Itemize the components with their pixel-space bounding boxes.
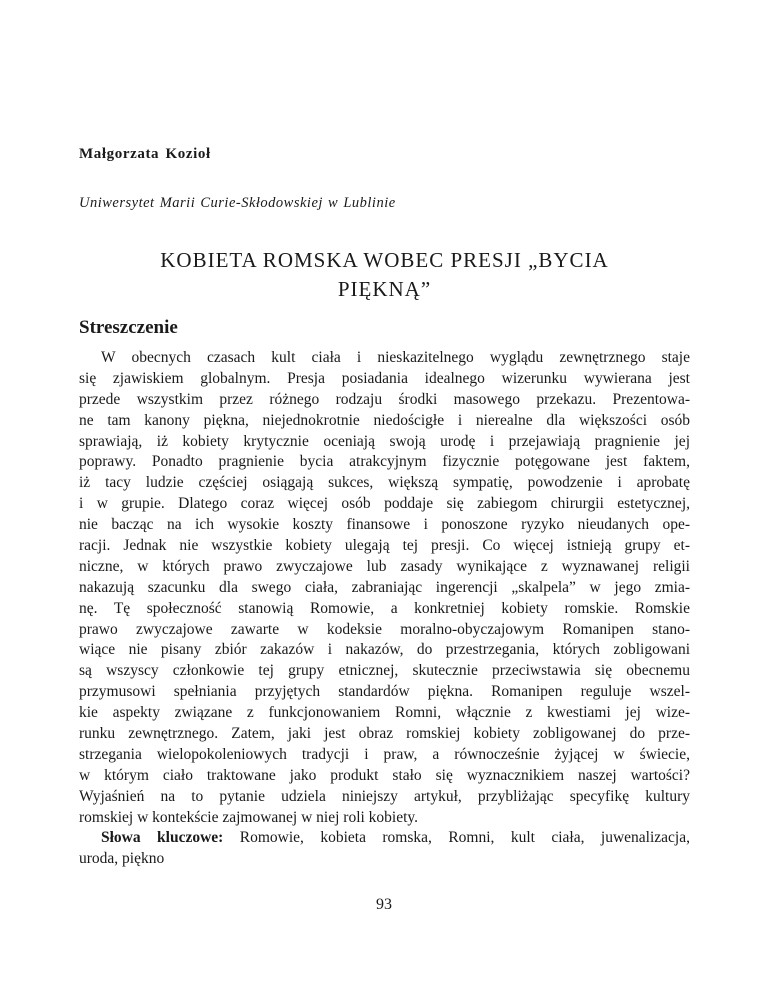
keywords-line: [79, 828, 690, 849]
abstract-body: [79, 348, 690, 870]
abstract-line: poprawy. Ponadto pragnienie bycia atrakcyjnym fizycznie potęgowane jest faktem,: [79, 453, 690, 471]
keywords-line-continued: uroda, piękno: [79, 850, 165, 868]
abstract-line: nę. Tę społeczność stanowią Romowie, a konkretniej kobiety romskie. Romskie: [79, 599, 690, 617]
abstract-line: iż tacy ludzie częściej osiągają sukces, większą sympatię, powodzenie i aprobatę: [79, 474, 690, 492]
abstract-line: są wszyscy członkowie tej grupy etnicznej, skutecznie przeciwstawia się obecnemu: [79, 662, 690, 680]
page-number: 93: [376, 896, 392, 913]
article-title: [79, 246, 690, 304]
abstract-line: przymusowi spełniania przyjętych standardów piękna. Romanipen reguluje wszel-: [79, 683, 690, 701]
author-name: Małgorzata Kozioł: [79, 146, 211, 162]
abstract-line: ne tam kanony piękna, niejednokrotnie niedościgłe i nierealne dla większości osób: [79, 411, 690, 429]
keywords-list: Romowie, kobieta romska, Romni, kult ciała, juwenalizacja,: [223, 829, 690, 847]
abstract-line: przede wszystkim przez różnego rodzaju środki masowego przekazu. Prezentowa-: [79, 390, 690, 408]
abstract-line: kie aspekty związane z funkcjonowaniem Romni, włącznie z kwestiami jej wize-: [79, 704, 690, 722]
abstract-line: prawo zwyczajowe zawarte w kodeksie moralno-obyczajowym Romanipen stano-: [79, 620, 690, 638]
abstract-line: romskiej w kontekście zajmowanej w niej roli kobiety.: [79, 808, 419, 826]
abstract-line: W obecnych czasach kult ciała i nieskazitelnego wyglądu zewnętrznego staje: [101, 349, 690, 366]
abstract-line: w którym ciało traktowane jako produkt stało się wyznacznikiem naszej wartości?: [79, 766, 690, 784]
abstract-line: niczne, w których prawo zwyczajowe lub zasady wynikające z wyznawanej religii: [79, 557, 690, 575]
title-line-1: KOBIETA ROMSKA WOBEC PRESJI „BYCIA: [160, 248, 609, 272]
abstract-line: wiące nie pisany zbiór zakazów i nakazów, do przestrzegania, których zobligowani: [79, 641, 690, 659]
abstract-line: racji. Jednak nie wszystkie kobiety ulegają tej presji. Co więcej istnieją grupy et-: [79, 537, 690, 555]
author-affiliation: Uniwersytet Marii Curie-Skłodowskiej w Lublinie: [79, 195, 396, 211]
title-line-2: PIĘKNĄ”: [337, 277, 432, 301]
abstract-line: nakazują szacunku dla swego ciała, zabraniając ingerencji „skalpela” w jego zmia-: [79, 578, 690, 596]
abstract-line: Wyjaśnień na to pytanie udziela niniejszy artykuł, przybliżając specyfikę kultury: [79, 787, 690, 805]
abstract-line: i w grupie. Dlatego coraz więcej osób poddaje się zabiegom chirurgii estetycznej,: [79, 495, 690, 513]
section-heading-abstract: Streszczenie: [79, 317, 178, 338]
abstract-line: sprawiają, iż kobiety krytycznie oceniają swoją urodę i przejawiają pragnienie jej: [79, 432, 690, 450]
keywords-label: Słowa kluczowe:: [101, 829, 224, 847]
abstract-line: runku zewnętrznego. Zatem, jaki jest obraz romskiej kobiety zobligowanej do prze-: [79, 725, 690, 743]
abstract-line: się zjawiskiem globalnym. Presja posiadania idealnego wizerunku wywierana jest: [79, 369, 690, 387]
abstract-line: strzegania wielopokoleniowych tradycji i praw, a równocześnie żyjącej w świecie,: [79, 745, 690, 763]
abstract-line: nie bacząc na ich wysokie koszty finansowe i ponoszone ryzyko nieudanych ope-: [79, 516, 690, 534]
